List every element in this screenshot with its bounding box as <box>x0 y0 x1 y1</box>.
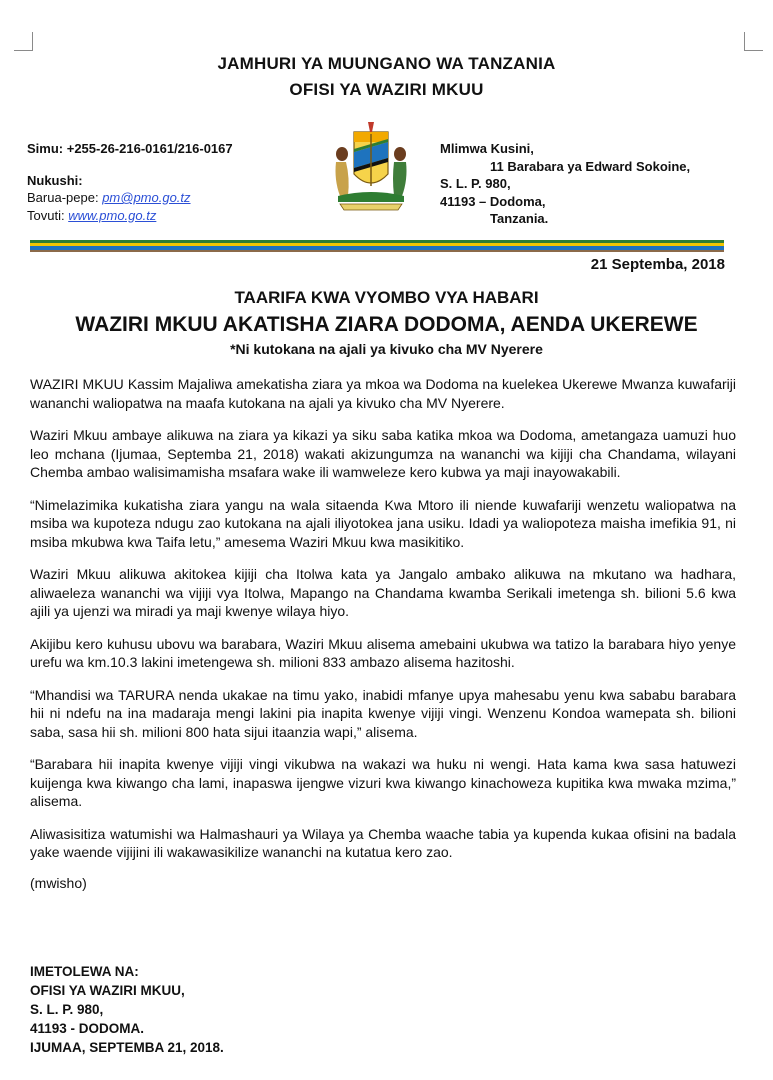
signature-line-4: 41193 - DODOMA. <box>30 1021 145 1036</box>
release-subheadline: *Ni kutokana na ajali ya kivuko cha MV Nyerere <box>230 341 543 357</box>
address-line-5: Tanzania. <box>490 211 549 226</box>
contact-left <box>27 140 233 224</box>
paragraph-8: Aliwasisitiza watumishi wa Halmashauri ya Wilaya ya Chemba waache tabia ya kupenda kukaa ofisini na badala yake waende vijijini ili wakawasikilize wananchi na kutatua kero zao. <box>30 825 736 860</box>
crop-mark-top-right <box>744 32 763 51</box>
paragraph-1: WAZIRI MKUU Kassim Majaliwa amekatisha ziara ya mkoa wa Dodoma na kuelekea Ukerewe Mwanza kuwafariji wananchi waliopatwa na maafa kutokana na ajali ya kivuko cha MV Nyerere. <box>30 376 736 411</box>
address-line-1: Mlimwa Kusini, <box>440 141 534 156</box>
paragraph-5: Akijibu kero kuhusu ubovu wa barabara, Waziri Mkuu alisema amebaini ukubwa wa tatizo la barabara hiyo yenye urefu wa km.10.3 lakini imetengewa sh. milioni 833 ambazo alisema hazitoshi. <box>30 635 736 670</box>
release-label: TAARIFA KWA VYOMBO VYA HABARI <box>234 288 539 307</box>
paragraph-4: Waziri Mkuu alikuwa akitokea kijiji cha Itolwa kata ya Jangalo ambako alikuwa na mkutano wa hadhara, aliwaeleza wananchi wa vijiji vya Itolwa, Mapango na Chandama kwamba Serikali imetenga sh. bilioni 5.6 kwa ajili ya ujenzi wa miradi ya maji kwenye wilaya hiyo. <box>30 566 736 619</box>
web-label: Tovuti: <box>27 207 65 223</box>
release-body <box>30 375 736 906</box>
paragraph-2: Waziri Mkuu ambaye alikuwa na ziara ya kikazi ya siku saba katika mkoa wa Dodoma, ametangaza uamuzi huo leo mchana (Ijumaa, Septemba 21, 2018) wakati akizungumza na wananchi wa kijiji cha Chandama, wilayani Chemba ambao walisimamisha msafara wake ili wamweleze kero kubwa ya maji inayowakabili. <box>30 427 736 480</box>
phone-line: Simu: +255-26-216-0161/216-0167 <box>27 141 233 156</box>
paragraph-3: “Nimelazimika kukatisha ziara yangu na wala sitaenda Kwa Mtoro ili niende kuwafariji wenzetu waliopatwa na msiba wa kupoteza ndugu zao kutokana na ajali iliyotokea jana usiku. Idadi ya waliopoteza maisha imefikia 91, ni msiba mkubwa kwa Taifa letu,” amesema Waziri Mkuu kwa masikitiko. <box>30 496 736 550</box>
web-line <box>27 207 233 225</box>
signature-line-3: S. L. P. 980, <box>30 1002 104 1017</box>
header-country: JAMHURI YA MUUNGANO WA TANZANIA <box>217 54 556 73</box>
address-line-4: 41193 – Dodoma, <box>440 193 546 209</box>
contact-right <box>440 140 690 228</box>
fax-label: Nukushi: <box>27 172 83 188</box>
email-label: Barua-pepe: <box>27 190 99 205</box>
email-line <box>27 189 233 207</box>
crop-mark-top-left <box>14 32 33 51</box>
paragraph-6: “Mhandisi wa TARURA nenda ukakae na timu yako, inabidi mfanye upya mahesabu yenu kwa sababu barabara hii ni ndefu na ina madaraja mengi lakini pia inapita kwenye vijiji vingi. Wenzenu Kondoa wamepata sh. bilioni saba, sasa hii sh. milioni 800 hata sijui itaanzia wapi,” alisema. <box>30 686 736 740</box>
signature-line-2: OFISI YA WAZIRI MKUU, <box>30 983 185 998</box>
paragraph-7: “Barabara hii inapita kwenye vijiji vingi vikubwa na wakazi wa huku ni wengi. Hata kama kwa sasa hatuwezi kuijenga kwa kiwango cha lami, inapaswa ijengwe vizuri kwa kiwango kinachoweza kupitika kwa mwaka mzima,” alisema. <box>30 756 736 809</box>
coat-of-arms-icon <box>330 118 412 212</box>
email-link[interactable]: pm@pmo.go.tz <box>102 190 191 205</box>
release-date: 21 Septemba, 2018 <box>590 256 725 273</box>
end-marker: (mwisho) <box>30 874 87 891</box>
signature-line-1: IMETOLEWA NA: <box>30 964 139 979</box>
address-line-2: 11 Barabara ya Edward Sokoine, <box>490 158 691 174</box>
header-office: OFISI YA WAZIRI MKUU <box>289 80 484 99</box>
address-line-3: S. L. P. 980, <box>440 176 511 191</box>
signature-line-5: IJUMAA, SEPTEMBA 21, 2018. <box>30 1040 224 1055</box>
signature-block <box>30 962 224 1057</box>
web-link[interactable]: www.pmo.go.tz <box>68 207 157 223</box>
header-band-brown <box>30 250 724 252</box>
release-headline: WAZIRI MKUU AKATISHA ZIARA DODOMA, AENDA UKEREWE <box>75 313 698 336</box>
